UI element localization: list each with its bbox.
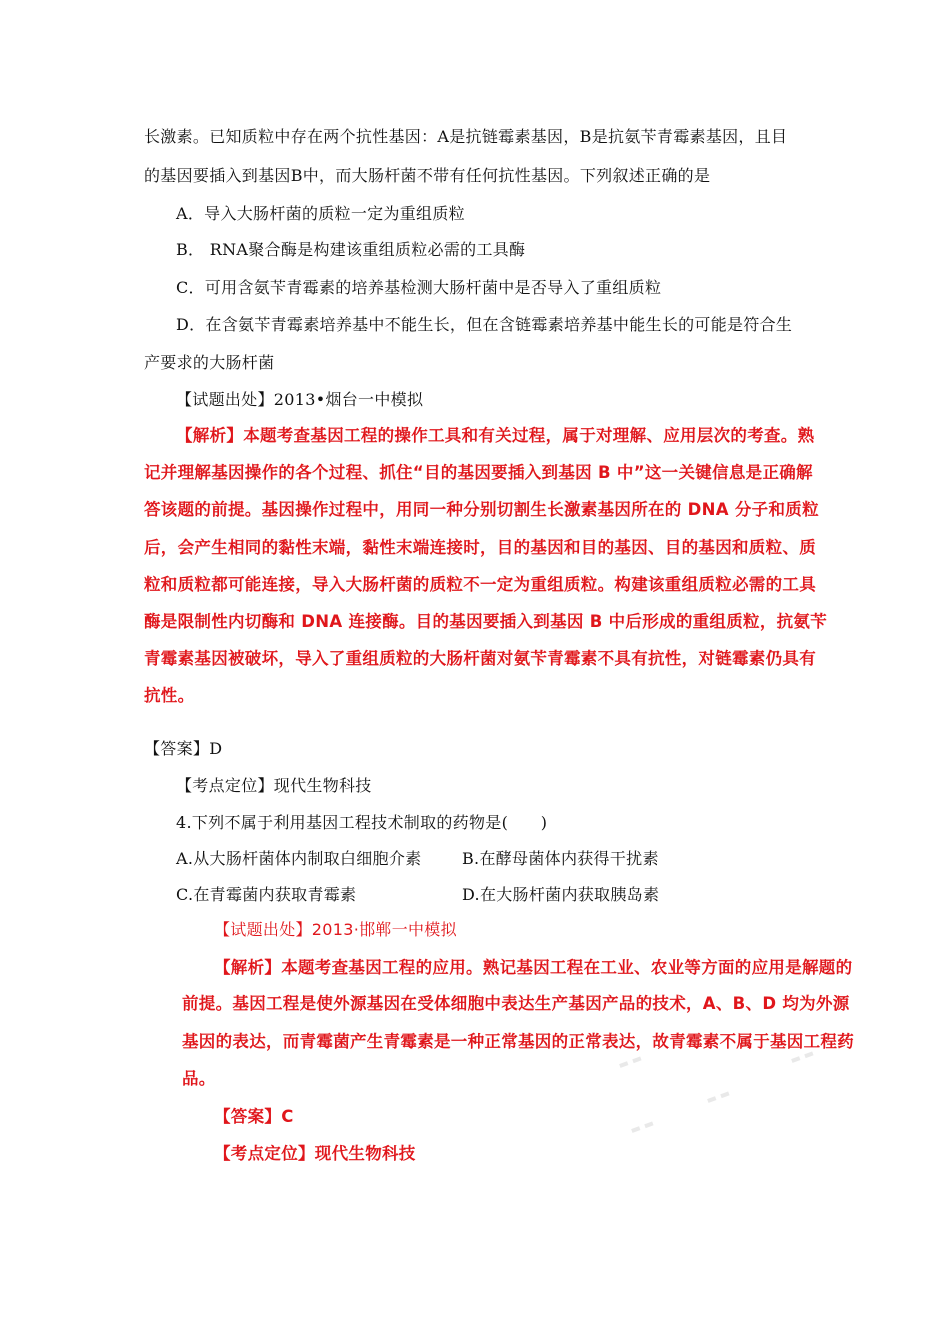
q3-analysis-line-3: 答该题的前提。基因操作过程中，用同一种分别切割生长激素基因所在的 DNA 分子和质粒 (144, 500, 819, 519)
q3-analysis-line-1: 【解析】本题考查基因工程的操作工具和有关过程，属于对理解、应用层次的考查。熟 (176, 426, 815, 445)
q3-stem-line-2: 的基因要插入到基因B中，而大肠杆菌不带有任何抗性基因。下列叙述正确的是 (144, 166, 711, 185)
q4-option-c: C.在青霉菌内获取青霉素 (176, 885, 357, 904)
q3-option-c: C．可用含氨苄青霉素的培养基检测大肠杆菌中是否导入了重组质粒 (176, 278, 662, 297)
q4-option-a: A.从大肠杆菌体内制取白细胞介素 (176, 849, 422, 868)
q3-option-a: A．导入大肠杆菌的质粒一定为重组质粒 (176, 204, 465, 223)
q3-analysis-line-2: 记并理解基因操作的各个过程、抓住“目的基因要插入到基因 B 中”这一关键信息是正确解 (144, 463, 813, 482)
q3-analysis-line-7: 青霉素基因被破坏，导入了重组质粒的大肠杆菌对氨苄青霉素不具有抗性，对链霉素仍具有 (144, 649, 816, 668)
q4-analysis-line-3: 基因的表达，而青霉菌产生青霉素是一种正常基因的正常表达，故青霉素不属于基因工程药 (182, 1032, 854, 1051)
q3-analysis-line-4: 后，会产生相同的黏性末端，黏性末端连接时，目的基因和目的基因、目的基因和质粒、质 (144, 538, 816, 557)
q3-analysis-line-6: 酶是限制性内切酶和 DNA 连接酶。目的基因要插入到基因 B 中后形成的重组质粒，抗氨苄 (144, 612, 828, 631)
q3-answer: 【答案】D (144, 739, 223, 758)
q3-source: 【试题出处】2013•烟台一中模拟 (176, 390, 424, 409)
q4-source: 【试题出处】2013·邯郸一中模拟 (214, 920, 457, 939)
watermark-mark: ▬ ▬ (704, 1086, 732, 1107)
q4-analysis-line-2: 前提。基因工程是使外源基因在受体细胞中表达生产基因产品的技术，A、B、D 均为外源 (182, 994, 850, 1013)
watermark-mark: ▬ ▬ (616, 1051, 644, 1072)
q3-option-d-line-1: D．在含氨苄青霉素培养基中不能生长，但在含链霉素培养基中能生长的可能是符合生 (176, 315, 793, 334)
q4-answer: 【答案】C (214, 1107, 294, 1126)
q4-option-d: D.在大肠杆菌内获取胰岛素 (462, 885, 660, 904)
q3-option-d-line-2: 产要求的大肠杆菌 (144, 353, 275, 372)
watermark-mark: ▬ ▬ (628, 1116, 656, 1137)
q3-analysis-line-8: 抗性。 (144, 686, 195, 705)
q4-analysis-line-4: 品。 (182, 1069, 216, 1088)
q4-analysis-line-1: 【解析】本题考查基因工程的应用。熟记基因工程在工业、农业等方面的应用是解题的 (214, 958, 853, 977)
q3-stem-line-1: 长激素。已知质粒中存在两个抗性基因：A是抗链霉素基因，B是抗氨苄青霉素基因，且目 (144, 127, 788, 146)
q4-topic: 【考点定位】现代生物科技 (214, 1144, 416, 1163)
q3-option-b: B． RNA聚合酶是构建该重组质粒必需的工具酶 (176, 240, 526, 259)
q3-analysis-line-5: 粒和质粒都可能连接，导入大肠杆菌的质粒不一定为重组质粒。构建该重组质粒必需的工具 (144, 575, 816, 594)
q3-topic: 【考点定位】现代生物科技 (176, 776, 372, 795)
watermark-mark: ▬ ▬ (788, 1046, 816, 1067)
q4-option-b: B.在酵母菌体内获得干扰素 (462, 849, 659, 868)
q4-stem: 4.下列不属于利用基因工程技术制取的药物是( ) (176, 813, 548, 832)
